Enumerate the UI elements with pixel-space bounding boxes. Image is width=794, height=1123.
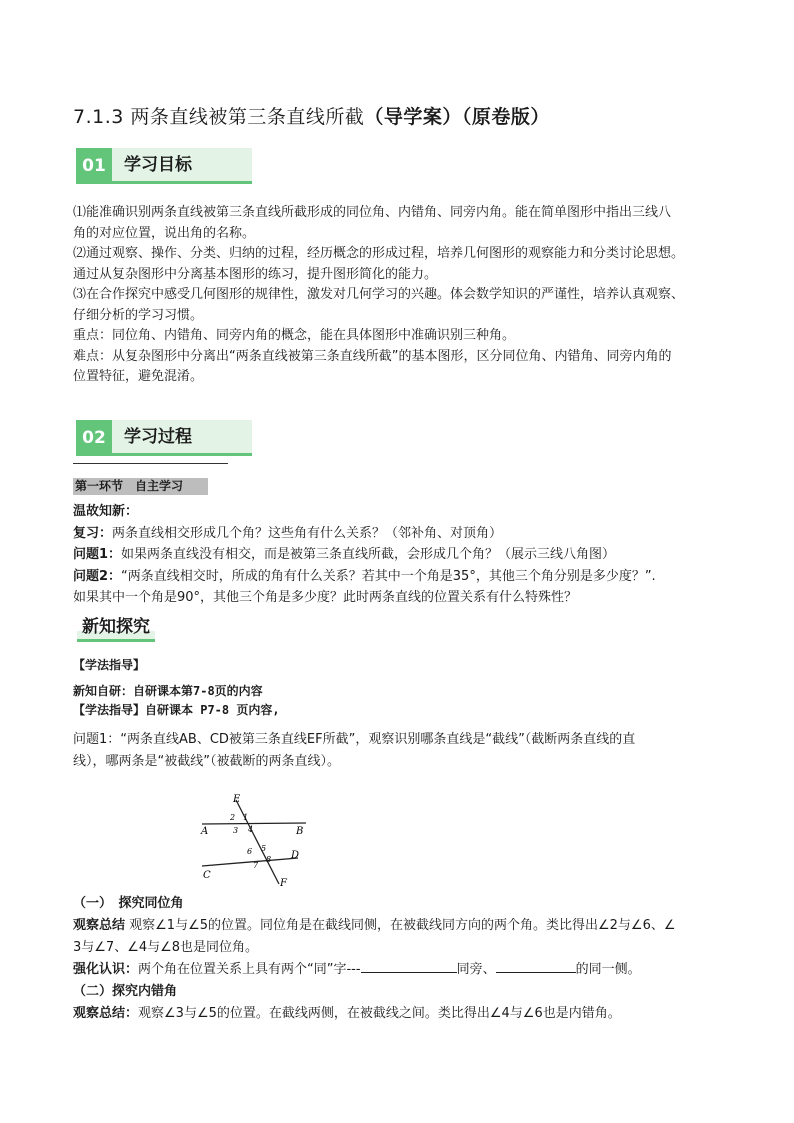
question-1 xyxy=(73,544,725,566)
objective-line: ⑶在合作探究中感受几何图形的规律性，激发对几何学习的兴趣。体会数学知识的严谨性，培养认真观察、 xyxy=(73,287,685,302)
part-heading: （二）探究内错角 xyxy=(73,984,178,999)
question-2 xyxy=(73,566,725,588)
study-guide-label: 【学法指导】 xyxy=(73,658,146,672)
point-label: B xyxy=(296,826,304,837)
point-label: A xyxy=(201,826,209,837)
problem-1 xyxy=(73,729,725,773)
divider-line xyxy=(73,463,228,464)
observation-text: 观察∠3与∠5的位置。在截线两侧，在被截线之间。类比得出∠4与∠6也是内错角。 xyxy=(138,1006,621,1021)
observation-label: 观察总结 xyxy=(73,918,126,933)
question-2-cont: 如果其中一个角是90°，其他三个角是多少度？此时两条直线的位置关系有什么特殊性？ xyxy=(73,590,578,605)
observation-line xyxy=(73,915,725,937)
point-label: C xyxy=(203,870,211,881)
review-heading: 温故知新： xyxy=(73,504,139,519)
observation-text: 观察∠1与∠5的位置。同位角是在截线同侧，在被截线同方向的两个角。类比得出∠2与∠6、∠ xyxy=(125,918,676,933)
observation-label: 观察总结： xyxy=(73,1006,139,1021)
part-1-corresponding-angles xyxy=(73,893,725,1025)
review-line xyxy=(73,523,725,545)
section-title: 学习过程 xyxy=(112,420,252,456)
observation-line-cont: 3与∠7、∠4与∠8也是同位角。 xyxy=(73,940,259,955)
problem-line: 问题1：“两条直线AB、CD被第三条直线EF所截”，观察识别哪条直线是“截线”（截断两条直线的直 xyxy=(73,732,636,747)
study-guide-line: 【学法指导】自研课本 P7-8 页内容, xyxy=(73,703,280,717)
angle-label: 4 xyxy=(248,825,254,834)
angle-label: 3 xyxy=(233,826,239,835)
page-title xyxy=(73,102,550,129)
title-tag-guide: （导学案） xyxy=(364,106,462,128)
review-text: 两条直线相交形成几个角？这些角有什么关系？（邻补角、对顶角） xyxy=(112,525,503,541)
difficulty-line: 难点：从复杂图形中分离出“两条直线被第三条直线所截”的基本图形，区分同位角、内错角、同旁内角的 xyxy=(73,348,672,364)
objective-line: 角的对应位置，说出角的名称。 xyxy=(73,225,256,241)
section-title: 学习目标 xyxy=(112,148,252,184)
point-label: F xyxy=(280,878,287,888)
section-number: 01 xyxy=(76,148,112,184)
fill-blank xyxy=(361,959,457,973)
key-point-line: 重点：同位角、内错角、同旁内角的概念，能在具体图形中准确识别三种角。 xyxy=(73,328,516,343)
question-label: 问题1： xyxy=(73,547,122,562)
observation-line xyxy=(73,1003,725,1025)
strengthen-text: 的同一侧。 xyxy=(575,962,641,977)
angle-label: 1 xyxy=(243,813,249,822)
line-cd xyxy=(202,858,298,866)
difficulty-line: 位置特征，避免混淆。 xyxy=(73,369,204,384)
question-text: 如果两条直线没有相交，而是被第三条直线所截，会形成几个角？（展示三线八角图） xyxy=(121,547,616,562)
angle-label: 5 xyxy=(261,844,267,853)
section-number: 02 xyxy=(76,420,112,456)
three-lines-eight-angles-figure xyxy=(198,790,310,888)
review-label: 复习： xyxy=(73,525,113,541)
self-study-line: 新知自研：自研课本第7-8页的内容 xyxy=(73,684,263,698)
question-text: “两条直线相交时，所成的角有什么关系？若其中一个角是35°，其他三个角分别是多少度？”. xyxy=(121,568,656,584)
line-ab xyxy=(202,823,306,824)
title-main: 7.1.3 两条直线被第三条直线所截 xyxy=(73,106,365,128)
new-knowledge-heading: 新知探究 xyxy=(77,612,155,642)
objective-line: ⑴能准确识别两条直线被第三条直线所截形成的同位角、内错角、同旁内角。能在简单图形中指出三线八 xyxy=(73,205,672,220)
point-label: D xyxy=(291,850,300,861)
strengthen-text: 同旁、 xyxy=(456,962,496,977)
review-block xyxy=(73,501,725,609)
question-label: 问题2： xyxy=(73,568,122,584)
title-tag-original: （原卷版） xyxy=(461,106,550,128)
point-label: E xyxy=(233,794,241,805)
objective-line: 通过从复杂图形中分离基本图形的练习，提升图形简化的能力。 xyxy=(73,266,438,282)
objective-line: ⑵通过观察、操作、分类、归纳的过程，经历概念的形成过程，培养几何图形的观察能力和分类讨论思想。 xyxy=(73,246,685,261)
strengthen-label: 强化认识： xyxy=(73,962,139,977)
step-heading: 第一环节 自主学习 xyxy=(73,478,208,495)
strengthen-line xyxy=(73,959,725,981)
angle-label: 2 xyxy=(230,813,236,822)
fill-blank xyxy=(496,959,576,973)
objective-line: 仔细分析的学习习惯。 xyxy=(73,307,204,323)
objectives-text xyxy=(73,203,725,388)
angle-label: 6 xyxy=(247,847,253,856)
angle-label: 7 xyxy=(253,861,259,870)
part-heading: （一） 探究同位角 xyxy=(73,896,184,911)
angle-label: 8 xyxy=(266,855,272,864)
problem-line: 线），哪两条是“被截线”（被截断的两条直线）。 xyxy=(73,754,340,769)
strengthen-text: 两个角在位置关系上具有两个“同”字--- xyxy=(138,962,361,977)
